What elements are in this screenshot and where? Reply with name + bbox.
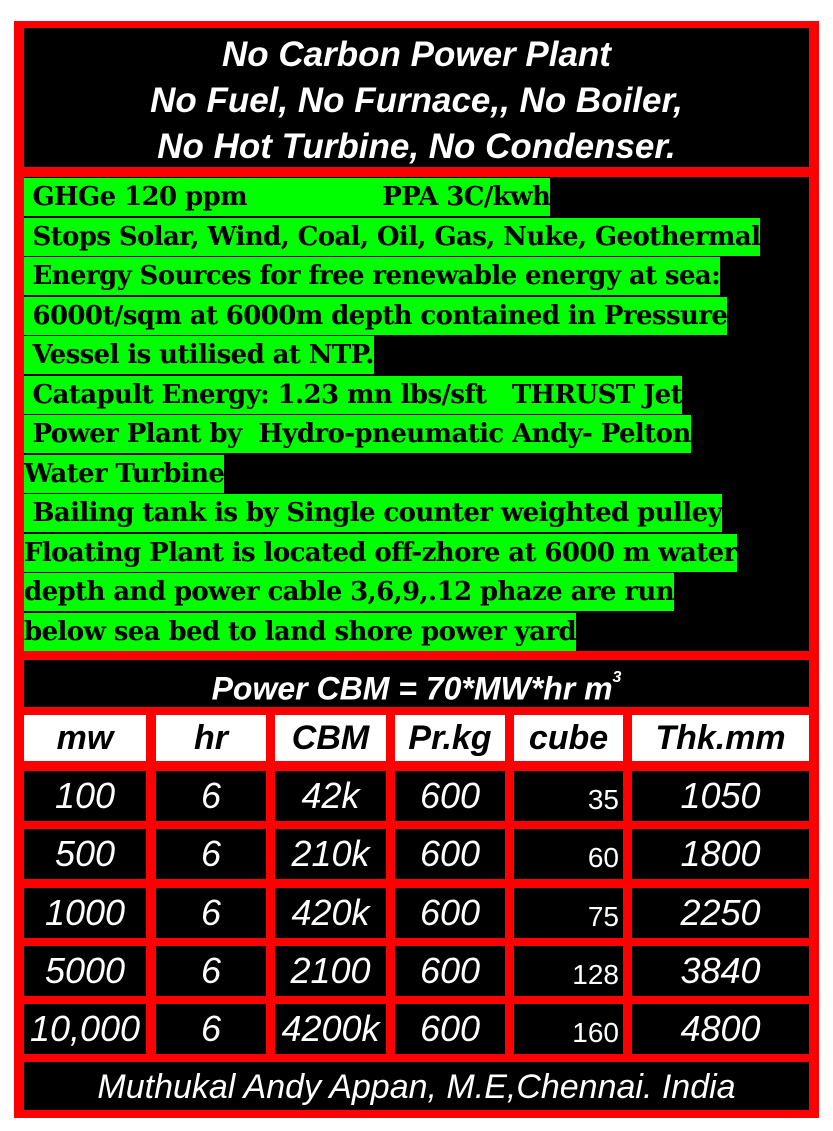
- table-cell: 60: [514, 829, 623, 879]
- paragraph-line: [24, 573, 674, 611]
- table-cell: 2100: [275, 946, 386, 996]
- table-cell: 3840: [632, 946, 809, 996]
- table-cell: 128: [514, 946, 623, 996]
- table-header-cell: cube: [514, 715, 623, 761]
- paragraph-line: [24, 218, 760, 256]
- description-block: [24, 177, 809, 651]
- table-cell: 600: [395, 829, 505, 879]
- paragraph-line: [24, 376, 682, 414]
- table-cell: 10,000: [24, 1004, 146, 1054]
- table-cell: 1000: [24, 888, 146, 938]
- paragraph-line-text: Power Plant by Hydro-pneumatic Andy- Pelton: [24, 415, 691, 453]
- title-line-2: No Fuel, No Furnace,, No Boiler,: [150, 81, 683, 120]
- table-cell: 100: [24, 771, 146, 821]
- table-header-cell: mw: [24, 715, 146, 761]
- table-cell: 500: [24, 829, 146, 879]
- paragraph-line-text: GHGe 120 ppm PPA 3C/kwh: [24, 178, 550, 216]
- paragraph-line-text: below sea bed to land shore power yard: [24, 613, 576, 651]
- paragraph-line: [24, 336, 374, 374]
- paragraph-line-text: Water Turbine: [24, 455, 224, 493]
- title-line-1: No Carbon Power Plant: [222, 35, 611, 74]
- paragraph-line: [24, 415, 691, 453]
- title-line-3: No Hot Turbine, No Condenser.: [157, 127, 676, 166]
- title-block: [24, 28, 809, 167]
- table-cell: 1800: [632, 829, 809, 879]
- table-cell: 600: [395, 771, 505, 821]
- footer-credit: Muthukal Andy Appan, M.E,Chennai. India: [24, 1062, 809, 1110]
- paragraph-line: [24, 494, 722, 532]
- table-cell: 2250: [632, 888, 809, 938]
- table-cell: 6: [156, 771, 266, 821]
- table-header-cell: hr: [156, 715, 266, 761]
- paragraph-line-text: Floating Plant is located off-zhore at 6000 m water: [24, 534, 737, 572]
- table-cell: 75: [514, 888, 623, 938]
- table-cell: 160: [514, 1004, 623, 1054]
- table-cell: 600: [395, 888, 505, 938]
- table-header-cell: Thk.mm: [632, 715, 809, 761]
- paragraph-line: [24, 613, 576, 651]
- table-cell: 210k: [275, 829, 386, 879]
- paragraph-line: [24, 178, 550, 216]
- paragraph-line-text: depth and power cable 3,6,9,.12 phaze are run: [24, 573, 674, 611]
- table-cell: 6: [156, 1004, 266, 1054]
- formula-banner: [24, 660, 809, 707]
- paragraph-line-text: Vessel is utilised at NTP.: [24, 336, 374, 374]
- table-cell: 1050: [632, 771, 809, 821]
- paragraph-line-text: Energy Sources for free renewable energy at sea:: [24, 257, 720, 295]
- table-cell: 420k: [275, 888, 386, 938]
- formula-superscript: 3: [612, 669, 622, 686]
- table-cell: 6: [156, 946, 266, 996]
- table-cell: 35: [514, 771, 623, 821]
- paragraph-line-text: 6000t/sqm at 6000m depth contained in Pressure: [24, 297, 727, 335]
- table-cell: 5000: [24, 946, 146, 996]
- paragraph-line: [24, 455, 224, 493]
- formula-text: Power CBM = 70*MW*hr m: [211, 670, 613, 707]
- paragraph-line-text: Stops Solar, Wind, Coal, Oil, Gas, Nuke, Geothermal: [24, 218, 760, 256]
- table-cell: 600: [395, 1004, 505, 1054]
- table-cell: 600: [395, 946, 505, 996]
- paragraph-line: [24, 534, 737, 572]
- table-cell: 42k: [275, 771, 386, 821]
- table-cell: 6: [156, 888, 266, 938]
- table-header-cell: Pr.kg: [395, 715, 505, 761]
- paragraph-line: [24, 297, 727, 335]
- table-cell: 6: [156, 829, 266, 879]
- table-cell: 4800: [632, 1004, 809, 1054]
- paragraph-line-text: Catapult Energy: 1.23 mn lbs/sft THRUST Jet: [24, 376, 682, 414]
- table-header-cell: CBM: [275, 715, 386, 761]
- table-cell: 4200k: [275, 1004, 386, 1054]
- paragraph-line: [24, 257, 720, 295]
- paragraph-line-text: Bailing tank is by Single counter weighted pulley: [24, 494, 722, 532]
